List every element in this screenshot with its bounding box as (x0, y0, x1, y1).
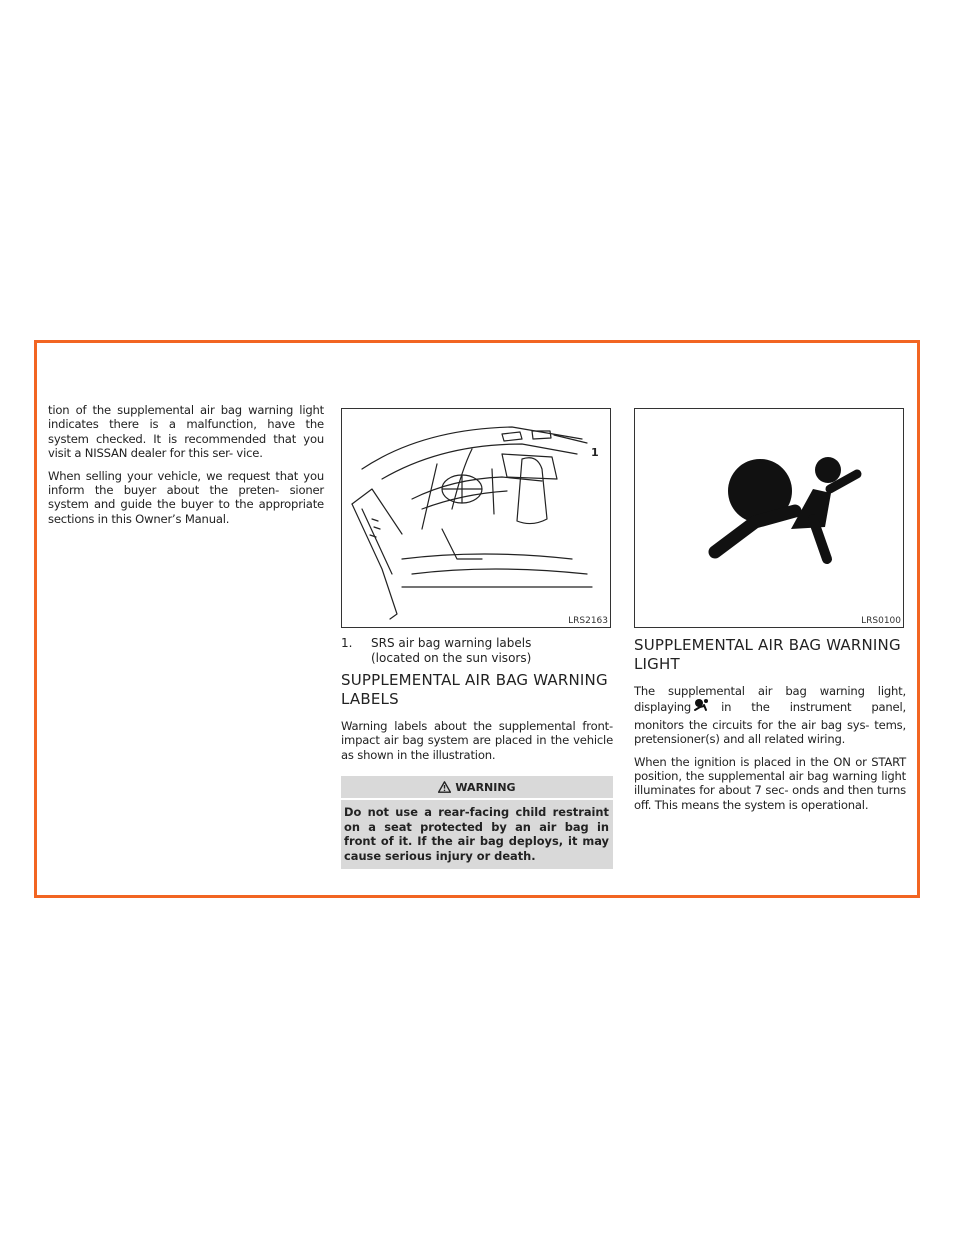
figure-code: LRS0100 (861, 616, 901, 626)
figure-airbag-light (634, 408, 904, 628)
paragraph-malfunction: tion of the supplemental air bag warning light indicates there is a malfunction, have the system checked. It is recommended that you visit a NISSAN dealer for this ser- vice. (48, 403, 324, 461)
caption-line1: SRS air bag warning labels (371, 636, 532, 650)
paragraph-ignition: When the ignition is placed in the ON or START position, the supplemental air bag warning light illuminates for about 7 sec- onds and then turns off. This means the system is operational. (634, 754, 906, 812)
airbag-inline-icon (693, 698, 709, 717)
figure-caption (341, 636, 613, 666)
column-middle (341, 408, 613, 869)
warning-triangle-icon (438, 781, 451, 793)
figure-code: LRS2163 (568, 616, 608, 626)
heading-warning-light: SUPPLEMENTAL AIR BAG WARNING LIGHT (634, 636, 901, 673)
column-left (48, 403, 324, 534)
page-frame (34, 340, 920, 898)
paragraph-warning-light (634, 684, 906, 747)
car-interior-illustration (342, 409, 610, 627)
paragraph-selling: When selling your vehicle, we request that you inform the buyer about the preten- sioner system and guide the buyer to the appropriate sections in this Owner’s Manual. (48, 468, 324, 526)
airbag-warning-icon (635, 409, 903, 627)
paragraph-labels: Warning labels about the supplemental front-impact air bag system are placed in the vehicle as shown in the illustration. (341, 719, 613, 762)
paragraph-text-after: in the instrument panel, monitors the circuits for the air bag sys- tems, pretensioner(s) and all related wiring. (634, 700, 906, 747)
caption-line2: (located on the sun visors) (371, 651, 532, 665)
callout-number: 1 (591, 446, 599, 459)
heading-warning-labels: SUPPLEMENTAL AIR BAG WARNING LABELS (341, 671, 608, 708)
figure-car-interior (341, 408, 611, 628)
warning-body: Do not use a rear-facing child restraint on a seat protected by an air bag in front of it. If the air bag deploys, it may cause serious injury or death. (341, 800, 613, 869)
warning-title: WARNING (455, 780, 516, 794)
caption-number: 1. (341, 636, 353, 650)
paragraph-text-before: The supplemental air bag warning light, displaying (634, 684, 906, 715)
column-right (634, 408, 906, 820)
warning-header (341, 776, 613, 798)
